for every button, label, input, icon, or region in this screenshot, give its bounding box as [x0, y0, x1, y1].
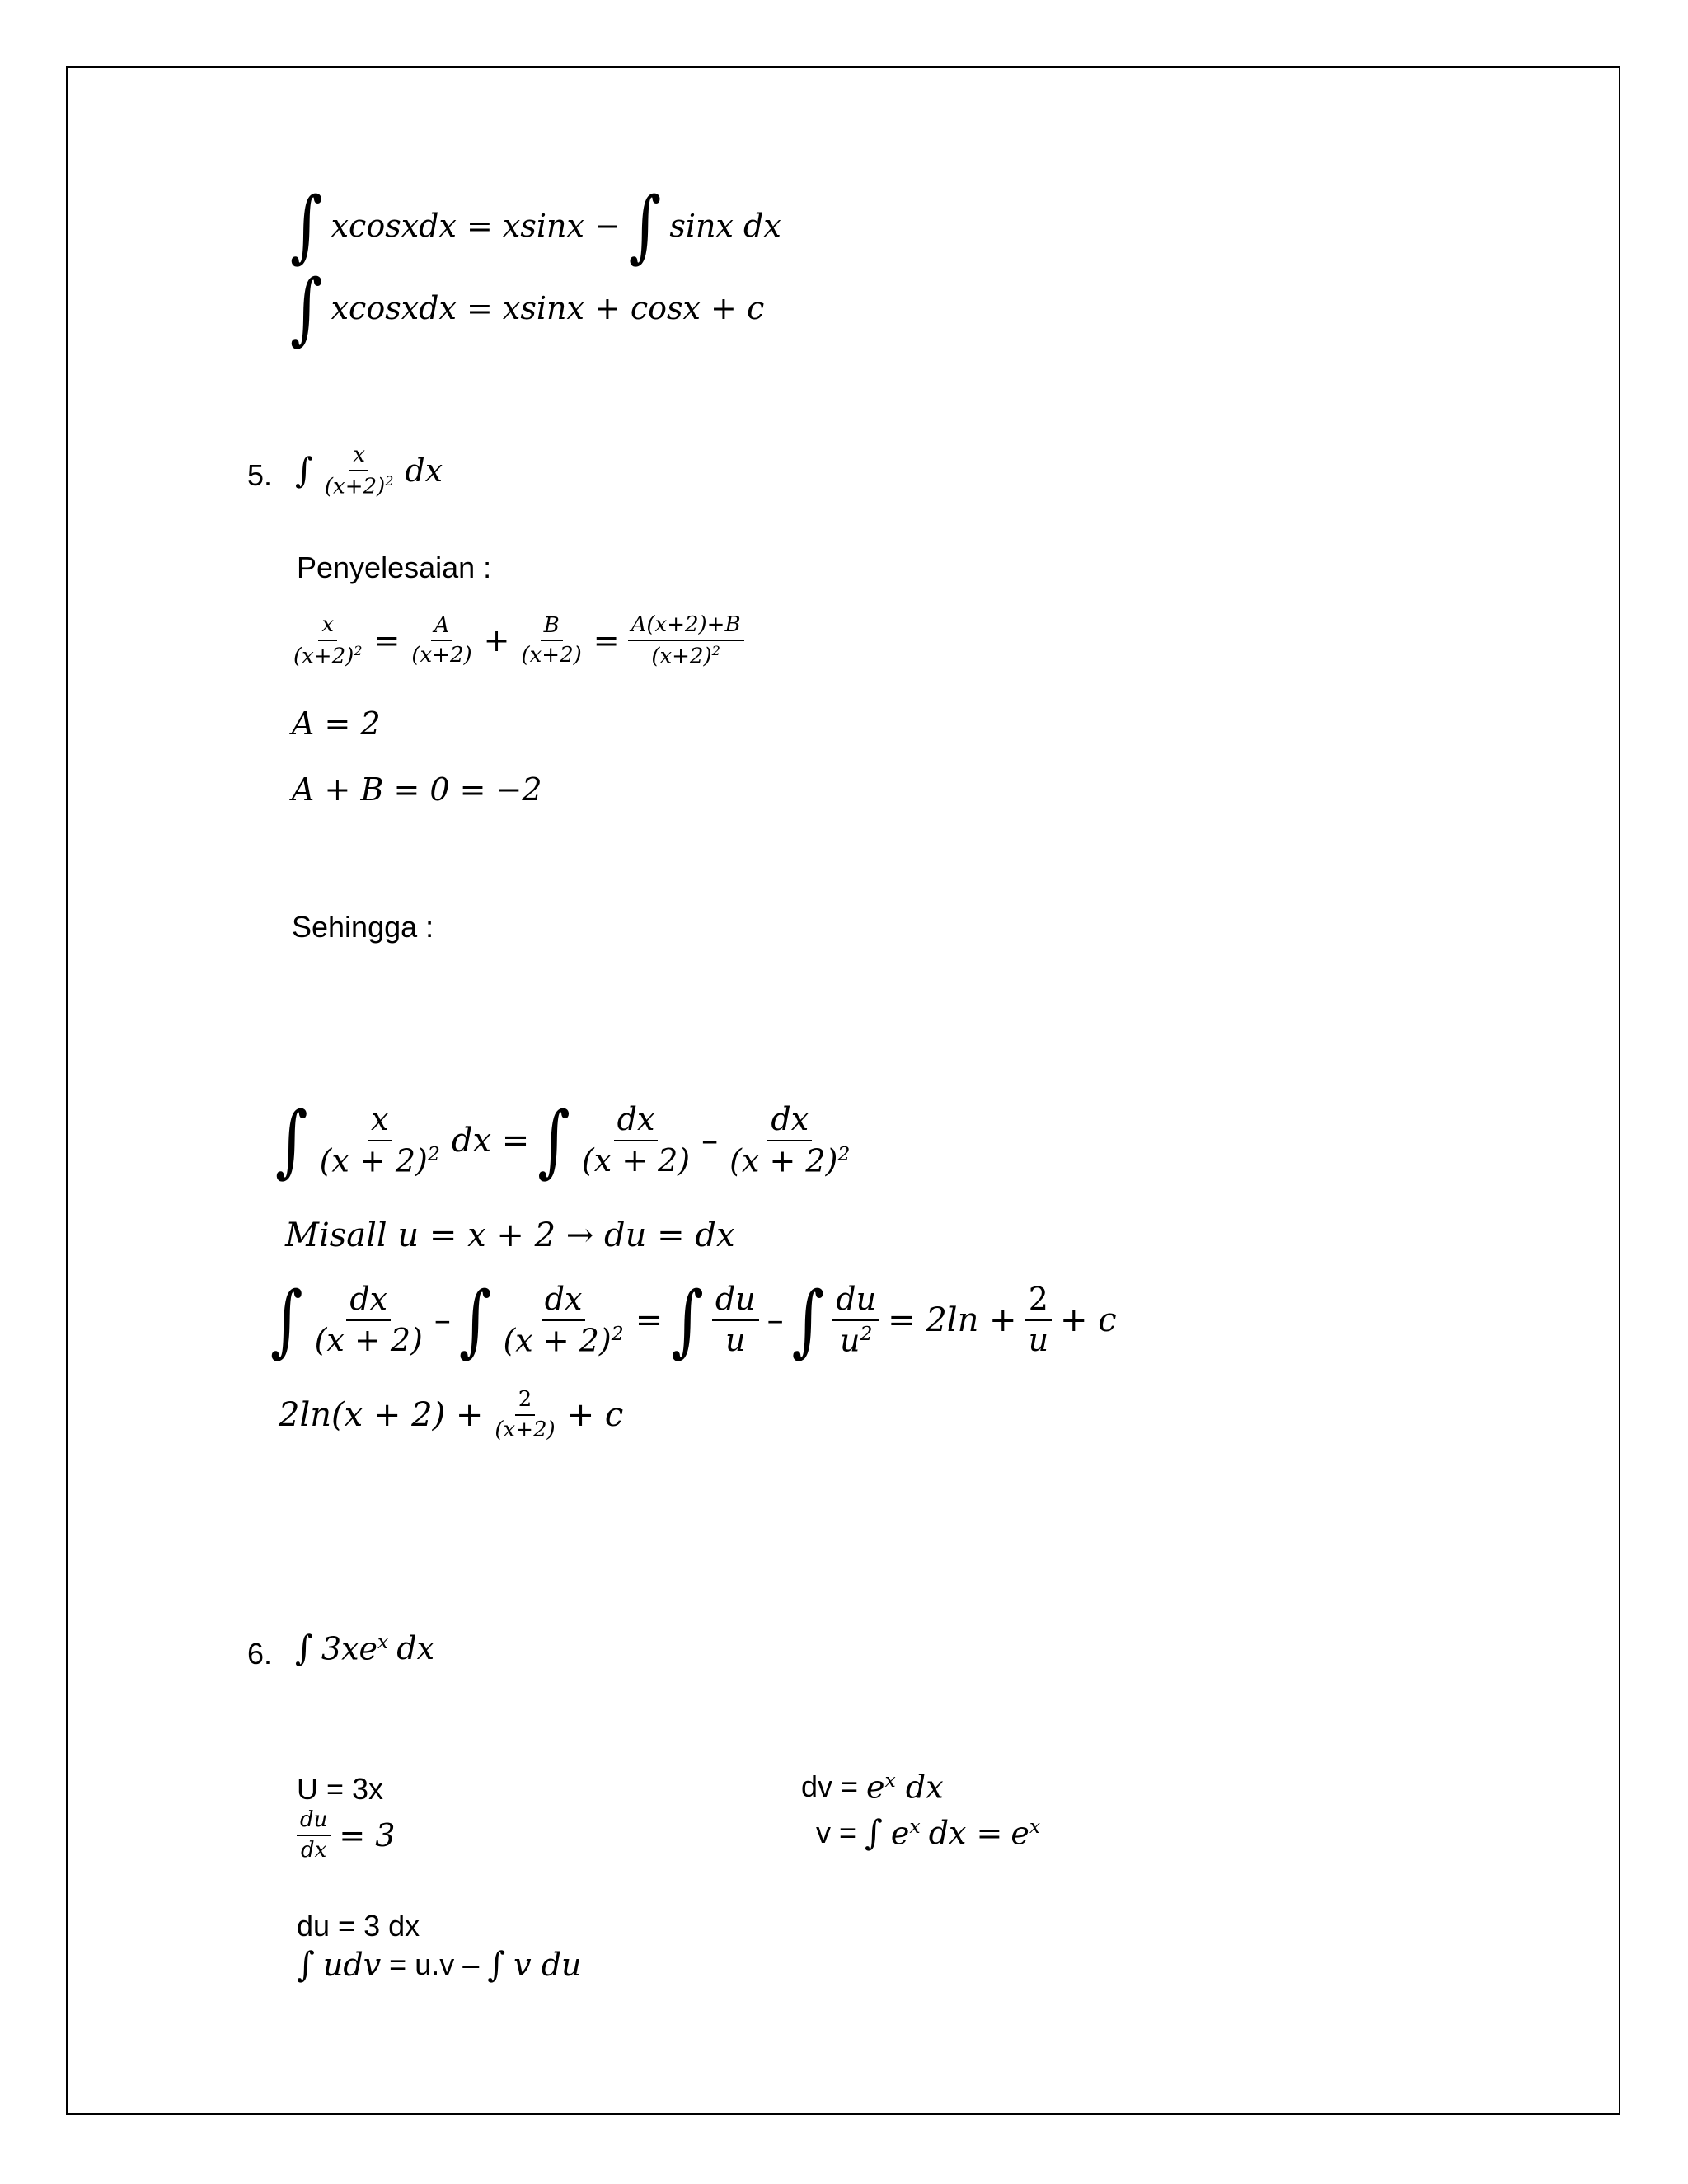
substitution-integral-equation: ∫ $\frac{dx}{(x + 2)}$ – ∫ $\frac{dx}{(x + 2)^2}$ = ∫ $\frac{du}{u}$ – ∫ $\frac{du}{u^2}$ = 2ln + $\frac{2}{u}$ + c: [270, 1273, 1117, 1366]
differential: dx: [405, 452, 443, 490]
integral-sign: ∫: [290, 179, 323, 271]
solution-label: Penyelesaian :: [297, 551, 492, 584]
integral-sign: ∫: [628, 179, 662, 271]
integral-sign: ∫: [295, 450, 313, 491]
denominator: $(x+2)^2$: [324, 472, 394, 499]
question-6-expression: ∫ $3xe^x$ dx: [295, 1628, 435, 1669]
question-5-number: 5.: [247, 458, 273, 492]
sehingga-label: Sehingga :: [292, 910, 434, 944]
final-answer-line: 2ln(x + 2) + $\frac{2}{(x+2)}$ + c: [279, 1387, 624, 1442]
equation-parts-line-1: [290, 179, 781, 271]
du-dx-line: $\frac{du}{dx}$ = 3: [297, 1808, 396, 1862]
u-definition: U = 3x: [297, 1772, 384, 1806]
partial-fraction-equation: $\frac{x}{(x+2)^2}$ = $\frac{A}{(x+2)}$ + $\frac{B}{(x+2)}$ = $\frac{A(x+2)+B}{(x+2)^2}$: [290, 613, 744, 668]
integration-by-parts-formula: ∫ udv = u.v – ∫ v du: [297, 1944, 582, 1985]
a-plus-b-line: A + B = 0 = −2: [292, 771, 542, 808]
substitution-line: Misall u = x + 2 → du = dx: [285, 1216, 735, 1254]
v-definition: v = ∫ $e^x$ dx = $e^x$: [816, 1812, 1041, 1854]
du-line: du = 3 dx: [297, 1909, 420, 1943]
fraction: $\frac{A}{(x+2)}$: [411, 612, 472, 668]
dv-definition: dv = $e^x$ dx: [801, 1769, 944, 1806]
question-6-number: 6.: [247, 1637, 273, 1671]
integral-sign: ∫: [290, 261, 323, 354]
equation-text: xcosxdx = xsinx + cosx + c: [331, 290, 765, 326]
a-value-line: A = 2: [292, 705, 381, 742]
question-5-expression: [295, 443, 443, 499]
fraction: [321, 443, 397, 499]
fraction: $\frac{A(x+2)+B}{(x+2)^2}$: [628, 613, 744, 668]
equation-text: sinx dx: [669, 208, 781, 244]
equation-parts-line-2: [290, 261, 765, 354]
fraction: $\frac{B}{(x+2)}$: [521, 612, 582, 668]
fraction: $\frac{x}{(x+2)^2}$: [293, 612, 363, 669]
equation-text: xcosxdx = xsinx −: [331, 208, 621, 244]
split-integral-equation: ∫ $\frac{x}{(x + 2)^2}$ dx = ∫ $\frac{dx}{(x + 2)}$ – $\frac{dx}{(x + 2)^2}$: [275, 1094, 851, 1187]
numerator: x: [349, 443, 368, 471]
